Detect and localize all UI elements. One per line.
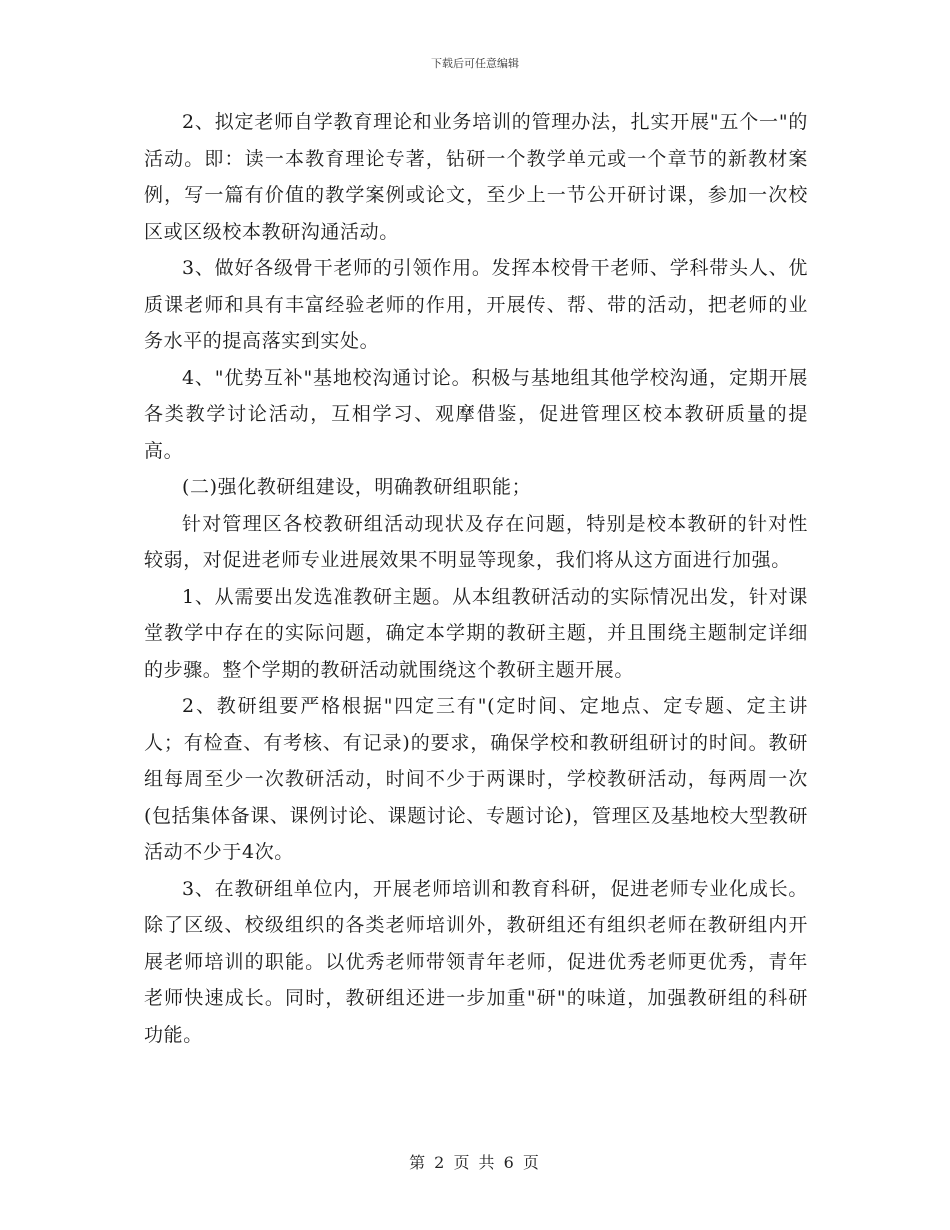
page-number: 第 2 页 共 6 页 [409, 1153, 541, 1172]
paragraph-item-2-self-study: 2、拟定老师自学教育理论和业务培训的管理办法，扎实开展"五个一"的活动。即：读一本教育理论专著，钻研一个教学单元或一个章节的新教材案例，写一篇有价值的教学案例或论文，至少上一节公开研讨课，参加一次校区或区级校本教研沟通活动。 [144, 111, 808, 243]
paragraph-item-4-base-school: 4、"优势互补"基地校沟通讨论。积极与基地组其他学校沟通，定期开展各类教学讨论活动，互相学习、观摩借鉴，促进管理区校本教研质量的提高。 [144, 366, 808, 462]
paragraph-item-2-four-three-rules: 2、教研组要严格根据"四定三有"(定时间、定地点、定专题、定主讲人；有检查、有考核、有记录)的要求，确保学校和教研组研讨的时间。教研组每周至少一次教研活动，时间不少于两课时，学校教研活动，每两周一次(包括集体备课、课例讨论、课题讨论、专题讨论)，管理区及基地校大型教研活动不少于4次。 [144, 695, 808, 863]
paragraph-item-3-teacher-training: 3、在教研组单位内，开展老师培训和教育科研，促进老师专业化成长。除了区级、校级组织的各类老师培训外，教研组还有组织老师在教研组内开展老师培训的职能。以优秀老师带领青年老师，促进优秀老师更优秀，青年老师快速成长。同时，教研组还进一步加重"研"的味道，加强教研组的科研功能。 [144, 877, 808, 1046]
paragraph-item-3-backbone-teachers: 3、做好各级骨干老师的引领作用。发挥本校骨干老师、学科带头人、优质课老师和具有丰富经验老师的作用，开展传、帮、带的活动，把老师的业务水平的提高落实到实处。 [144, 257, 808, 352]
paragraph-intro-current-status: 针对管理区各校教研组活动现状及存在问题，特别是校本教研的针对性较弱，对促进老师专业进展效果不明显等现象，我们将从这方面进行加强。 [144, 512, 808, 571]
section-heading-teaching-research-group: (二)强化教研组建设，明确教研组职能； [182, 476, 532, 498]
document-body [144, 104, 808, 1053]
page-header-note: 下载后可任意编辑 [431, 57, 519, 70]
paragraph-item-1-research-topic: 1、从需要出发选准教研主题。从本组教研活动的实际情况出发，针对课堂教学中存在的实际问题，确定本学期的教研主题，并且围绕主题制定详细的步骤。整个学期的教研活动就围绕这个教研主题开展。 [144, 585, 808, 681]
